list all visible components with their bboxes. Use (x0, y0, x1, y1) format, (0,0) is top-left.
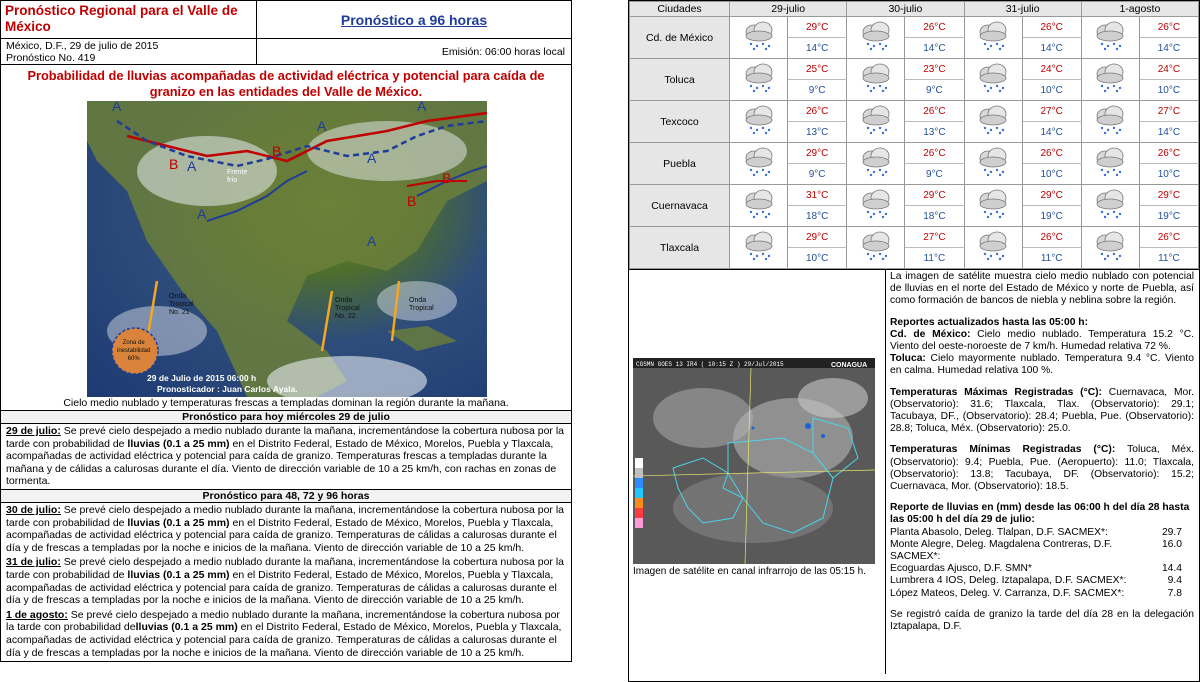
rain-station: Planta Abasolo, Deleg. Tlalpan, D.F. SACMEX*: (890, 526, 1108, 538)
day-1-aug-text-a: Se prevé cielo despejado a medio nublado durante la mañana, incrementándose la cobertura nubosa por la tarde con probabilidad de (6, 608, 560, 634)
table-row (630, 185, 1199, 206)
rain-cloud-icon (847, 227, 905, 269)
rain-cloud-icon (730, 59, 788, 101)
min-temp: 10°C (1022, 80, 1081, 101)
min-temp: 9°C (788, 80, 847, 101)
updated-reports (890, 317, 1194, 378)
svg-text:A: A (367, 150, 377, 166)
rain-station: Lumbrera 4 IOS, Deleg. Iztapalapa, D.F. SACMEX*: (890, 575, 1127, 587)
updated-title: Reportes actualizados hasta las 05:00 h: (890, 316, 1089, 328)
svg-text:A: A (187, 158, 197, 174)
svg-text:B: B (407, 193, 417, 209)
rain-cloud-icon (730, 17, 788, 59)
day-1-aug-rain-range: lluvias (0.1 a 25 mm) (135, 621, 238, 634)
max-temp: 29°C (788, 227, 847, 248)
max-temp: 26°C (1022, 143, 1081, 164)
forecast-range-title (257, 1, 571, 38)
col-day-3: 31-julio (964, 2, 1081, 17)
map-caption: Cielo medio nublado y temperaturas frescas a templadas dominan la región durante la mañana. (1, 397, 571, 411)
max-temp: 26°C (1139, 227, 1198, 248)
rain-cloud-icon (1081, 143, 1139, 185)
rain-cloud-icon (1081, 101, 1139, 143)
rain-station: Monte Alegre, Deleg. Magdalena Contreras, D.F. SACMEX*: (890, 538, 1113, 563)
rain-report-title: Reporte de lluvias en (mm) desde las 06:00 h del día 28 hasta las 05:00 h del día 29 de julio: (890, 502, 1190, 526)
max-temp: 31°C (788, 185, 847, 206)
rain-amount: 7.8 (1167, 587, 1182, 599)
hail-report: Se registró caída de granizo la tarde del día 28 en la delegación Iztapalapa, D.F. (890, 608, 1194, 633)
report-section (629, 269, 1199, 674)
rain-cloud-icon (964, 185, 1022, 227)
table-header-row (630, 2, 1199, 17)
today-forecast-text (1, 424, 571, 490)
rain-cloud-icon (964, 227, 1022, 269)
min-temp: 10°C (1139, 80, 1198, 101)
rain-cloud-icon (964, 59, 1022, 101)
max-temps-text: Cuernavaca, Mor. (Observatorio): 31.6; Tlaxcala, Tlax. (Observatorio): 29.1; Tacubaya, DF., (Observatorio): 28.4; Puebla, Pue. (Observatorio): 28.8; Toluca, Méx. (Observatorio): 25.0. (890, 386, 1194, 435)
city-name: Puebla (630, 143, 730, 185)
max-temp: 26°C (905, 17, 964, 38)
min-temps-text: Toluca, Méx. (Observatorio): 9.4; Puebla, Pue. (Aeropuerto): 11.0; Tlaxcala, (Observatorio): 13.8; Tacubaya, DF. (Observatorio): 15.2; Cuernavaca, Mor. (Observatorio): 18.5. (890, 444, 1194, 493)
emission-time: Emisión: 06:00 horas local (441, 45, 565, 58)
max-temp: 26°C (788, 101, 847, 122)
rain-amount: 14.4 (1161, 563, 1182, 575)
city-forecast-page (628, 0, 1200, 682)
today-rain-range: lluvias (0.1 a 25 mm) (127, 437, 230, 450)
max-temp: 26°C (905, 101, 964, 122)
min-temps (890, 444, 1194, 493)
min-temp: 14°C (788, 38, 847, 59)
min-temp: 14°C (905, 38, 964, 59)
rain-station-row (890, 539, 1194, 563)
city-name: Texcoco (630, 101, 730, 143)
multi-day-forecast-header: Pronóstico para 48, 72 y 96 horas (1, 490, 571, 503)
regional-forecast-page (0, 0, 572, 662)
max-temp: 26°C (1139, 143, 1198, 164)
conagua-logo: CONAGUA (831, 362, 868, 369)
max-temp: 29°C (1022, 185, 1081, 206)
tropical-wave-22-label: Onda Tropical No. 22 (335, 297, 360, 320)
rain-cloud-icon (730, 101, 788, 143)
min-temp: 10°C (1139, 164, 1198, 185)
today-text-a: Se prevé cielo despejado a medio nublado durante la mañana, incrementándose la cobertura nubosa por la tarde con probabilidad de (6, 425, 565, 450)
rain-list (890, 527, 1194, 600)
max-temp: 29°C (788, 17, 847, 38)
day-1-aug-label: 1 de agosto: (6, 608, 68, 621)
map-forecaster: Pronosticador : Juan Carlos Ayala. (157, 384, 298, 394)
forecast-range-link[interactable]: Pronóstico a 96 horas (340, 11, 488, 28)
tropical-wave-label: Onda Tropical (409, 297, 434, 312)
max-temp: 26°C (1022, 17, 1081, 38)
tropical-wave-21-label: Onda Tropical No. 21 (169, 293, 194, 316)
city-name: Cd. de México (630, 17, 730, 59)
satellite-banner: CGSMN GOES 13 IR4 ( 10:15 Z ) 29/Jul/2015 (636, 361, 784, 368)
min-temp: 14°C (1139, 122, 1198, 143)
table-body (630, 17, 1199, 269)
rain-cloud-icon (730, 185, 788, 227)
min-temps-label: Temperaturas Mínimas Registradas (°C): (890, 444, 1116, 456)
synoptic-map (87, 101, 487, 397)
rain-cloud-icon (1081, 227, 1139, 269)
col-day-2: 30-julio (847, 2, 964, 17)
max-temp: 24°C (1022, 59, 1081, 80)
max-temp: 26°C (1139, 17, 1198, 38)
table-row (630, 17, 1199, 38)
svg-text:A: A (317, 118, 327, 134)
svg-text:A: A (417, 101, 427, 114)
min-temp: 14°C (1022, 122, 1081, 143)
rain-cloud-icon (847, 59, 905, 101)
cdmx-text: Cielo medio nublado. Temperatura 15.2 °C. Viento del oeste-noroeste de 7 km/h. Humedad relativa 72 %. (890, 328, 1194, 353)
place-date: México, D.F., 29 de julio de 2015 (6, 40, 159, 52)
rain-cloud-icon (964, 143, 1022, 185)
day-31-label: 31 de julio: (6, 556, 61, 569)
min-temp: 14°C (1022, 38, 1081, 59)
rain-cloud-icon (847, 185, 905, 227)
day-1-aug-text-c: en el Distrito Federal, Estado de México, Morelos, Puebla y Tlaxcala, acompañadas de actividad eléctrica y potencial para caída de granizo. Temperaturas de cálidas a calurosas durante el día y de frescas a templadas por la noche e inicios de la mañana. Viento de dirección variable de 10 a 25 km/h. (6, 621, 562, 659)
max-temp: 25°C (788, 59, 847, 80)
min-temp: 18°C (788, 206, 847, 227)
min-temp: 10°C (1022, 164, 1081, 185)
satellite-image (633, 358, 875, 564)
min-temp: 11°C (1022, 248, 1081, 269)
rain-station-row (890, 563, 1194, 575)
rain-station: Ecoguardas Ajusco, D.F. SMN* (890, 563, 1032, 575)
col-day-1: 29-julio (730, 2, 847, 17)
min-temp: 13°C (788, 122, 847, 143)
rain-cloud-icon (1081, 185, 1139, 227)
day-1-aug-forecast (1, 608, 571, 660)
meta-row (1, 39, 571, 65)
today-text-c: en el Distrito Federal, Estado de México, Morelos, Puebla y Tlaxcala, acompañadas de actividad eléctrica y potencial para caída de granizo. Temperaturas frescas a templadas durante la mañana y de cálidas a calurosas durante el día. Viento de dirección variable de 10 a 25 km/h, con rachas en zonas de tormenta. (6, 437, 557, 488)
min-temp: 13°C (905, 122, 964, 143)
min-temp: 14°C (1139, 38, 1198, 59)
header-row (1, 1, 571, 39)
page-title: Pronóstico Regional para el Valle de México (1, 1, 257, 38)
min-temp: 9°C (905, 164, 964, 185)
city-name: Tlaxcala (630, 227, 730, 269)
cold-front-label: Frente frío (227, 169, 248, 184)
min-temp: 11°C (1139, 248, 1198, 269)
svg-text:A: A (197, 206, 207, 222)
rain-cloud-icon (730, 143, 788, 185)
city-name: Cuernavaca (630, 185, 730, 227)
max-temp: 29°C (905, 185, 964, 206)
rain-amount: 29.7 (1161, 526, 1182, 538)
rain-station: López Mateos, Deleg. V. Carranza, D.F. SACMEX*: (890, 587, 1125, 599)
day-31-rain-range: lluvias (0.1 a 25 mm) (127, 568, 230, 581)
map-date: 29 de Julio de 2015 06:00 h (147, 373, 257, 383)
rain-cloud-icon (730, 227, 788, 269)
rain-station-row (890, 588, 1194, 600)
day-31-forecast (1, 555, 571, 607)
table-row (630, 143, 1199, 164)
city-name: Toluca (630, 59, 730, 101)
day-31-text-a: Se prevé cielo despejado a medio nublado durante la mañana, incrementándose la cobertura nubosa por la tarde con probabilidad de (6, 556, 565, 581)
cdmx-label: Cd. de México: (890, 328, 971, 340)
svg-text:A: A (112, 101, 122, 114)
min-temp: 19°C (1022, 206, 1081, 227)
svg-text:B: B (272, 143, 282, 159)
day-30-forecast (1, 503, 571, 555)
min-temp: 11°C (905, 248, 964, 269)
rain-cloud-icon (1081, 17, 1139, 59)
today-day-label: 29 de julio: (6, 425, 61, 437)
svg-text:B: B (442, 170, 452, 186)
max-temp: 26°C (905, 143, 964, 164)
max-temp: 29°C (788, 143, 847, 164)
rain-cloud-icon (964, 101, 1022, 143)
rain-station-row (890, 575, 1194, 587)
day-30-label: 30 de julio: (6, 503, 61, 516)
satellite-panel (629, 270, 886, 674)
table-row (630, 227, 1199, 248)
rain-station-row (890, 527, 1194, 539)
max-temp: 26°C (1022, 227, 1081, 248)
day-30-text-c: en el Distrito Federal, Estado de México, Morelos, Puebla y Tlaxcala, acompañadas de actividad eléctrica y potencial para caída de granizo. Temperaturas de cálidas a calurosas durante el día y de frescas a templadas por la noche e inicios de la mañana. Viento de dirección variable de 10 a 25 km/h. (6, 516, 557, 554)
city-forecast-table (629, 1, 1199, 269)
max-temps (890, 387, 1194, 436)
table-row (630, 101, 1199, 122)
day-30-rain-range: lluvias (0.1 a 25 mm) (127, 516, 230, 529)
day-31-text-c: en el Distrito Federal, Estado de México, Morelos, Puebla y Tlaxcala, acompañadas de actividad eléctrica y potencial para caída de granizo. Temperaturas de cálidas a calurosas durante el día y de frescas a templadas por la noche e inicios de la mañana. Viento de dirección variable de 10 a 25 km/h. (6, 568, 557, 607)
meta-place (1, 39, 257, 64)
max-temp: 27°C (905, 227, 964, 248)
report-intro: La imagen de satélite muestra cielo medio nublado con potencial de lluvias en el norte del Estado de México y norte de Puebla, así como formación de bancos de niebla y neblina sobre la región. (890, 271, 1194, 307)
col-day-4: 1-agosto (1081, 2, 1198, 17)
forecast-number: Pronóstico No. 419 (6, 52, 96, 64)
rain-amount: 9.4 (1167, 575, 1182, 587)
satellite-drawing (633, 358, 875, 564)
max-temps-label: Temperaturas Máximas Registradas (°C): (890, 386, 1102, 398)
rain-probability-heading: Probabilidad de lluvias acompañadas de actividad eléctrica y potencial para caída de granizo en las entidades del Valle de México. (27, 68, 545, 99)
svg-text:A: A (367, 233, 377, 249)
min-temp: 19°C (1139, 206, 1198, 227)
max-temp: 23°C (905, 59, 964, 80)
min-temp: 9°C (788, 164, 847, 185)
rain-amount: 16.0 (1161, 538, 1182, 550)
rain-cloud-icon (964, 17, 1022, 59)
min-temp: 9°C (905, 80, 964, 101)
rain-cloud-icon (1081, 59, 1139, 101)
max-temp: 27°C (1139, 101, 1198, 122)
weather-report-text (886, 270, 1199, 674)
toluca-label: Toluca: (890, 353, 926, 365)
max-temp: 29°C (1139, 185, 1198, 206)
rain-cloud-icon (847, 143, 905, 185)
table-row (630, 59, 1199, 80)
col-cities: Ciudades (630, 2, 730, 17)
rain-cloud-icon (847, 17, 905, 59)
instability-zone-label: Zona de inestabilidad 60% (117, 340, 151, 362)
rain-cloud-icon (847, 101, 905, 143)
min-temp: 10°C (788, 248, 847, 269)
rain-report (890, 502, 1194, 600)
max-temp: 24°C (1139, 59, 1198, 80)
min-temp: 18°C (905, 206, 964, 227)
svg-text:B: B (169, 156, 179, 172)
satellite-caption: Imagen de satélite en canal infrarrojo de las 05:15 h. (633, 566, 866, 577)
max-temp: 27°C (1022, 101, 1081, 122)
today-forecast-header: Pronóstico para hoy miércoles 29 de julio (1, 411, 571, 424)
toluca-text: Cielo mayormente nublado. Temperatura 9.4 °C. Viento en calma. Humedad relativa 100 %. (890, 353, 1194, 377)
day-30-text-a: Se prevé cielo despejado a medio nublado durante la mañana, incrementándose la cobertura nubosa por la tarde con probabilidad de (6, 503, 565, 529)
